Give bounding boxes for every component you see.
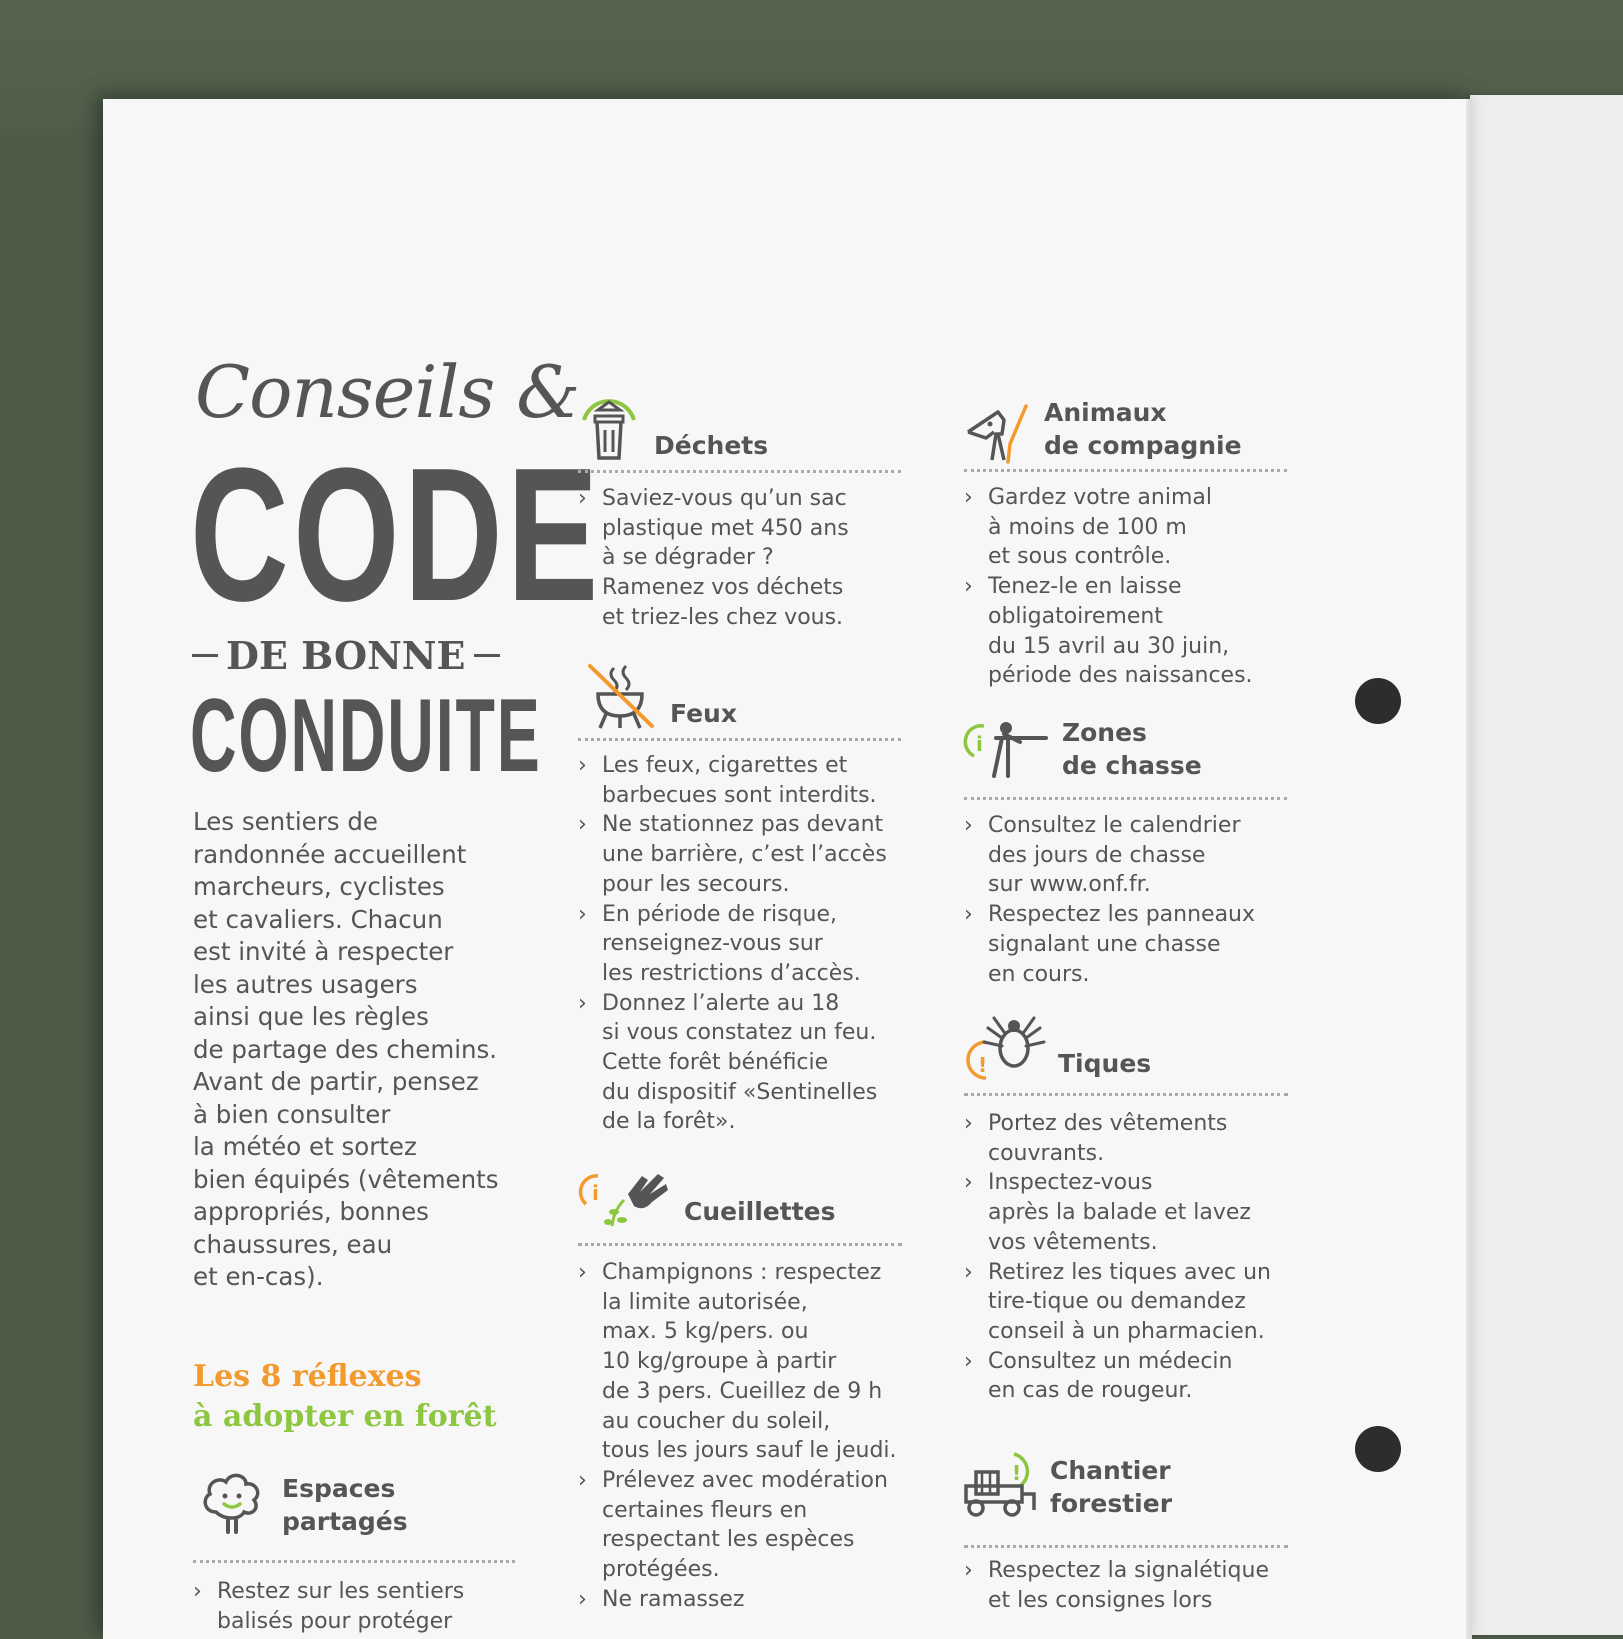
item-line: tous les jours sauf le jeudi. (602, 1438, 897, 1464)
section-chantier-list (964, 1556, 1304, 1615)
item-line: couvrants. (988, 1140, 1105, 1166)
item-line: › Prélevez avec modération (602, 1467, 888, 1493)
item-line: une barrière, c’est l’accès (602, 842, 887, 868)
intro-line: chaussures, eau (193, 1229, 393, 1259)
trash-bin-icon (578, 392, 640, 462)
section-espaces-list (193, 1577, 523, 1636)
intro-line: marcheurs, cyclistes (193, 872, 445, 901)
list-item (964, 1109, 1304, 1168)
section-animaux-title (1044, 396, 1242, 462)
item-line: certaines fleurs en (602, 1497, 808, 1523)
section-dechets-title (654, 429, 768, 462)
item-line: respectant les espèces (602, 1527, 855, 1553)
intro-line: bien équipés (vêtements (193, 1164, 499, 1194)
list-item (964, 1258, 1304, 1347)
item-line: protégées. (602, 1557, 720, 1583)
item-line: renseignez-vous sur (602, 931, 823, 957)
intro-line: appropriés, bonnes (193, 1197, 429, 1226)
section-divider (964, 797, 1287, 800)
tick-icon (964, 1012, 1044, 1080)
section-tiques-list (964, 1109, 1304, 1406)
item-line: à se dégrader ? (602, 545, 774, 571)
item-line: au coucher du soleil, (602, 1408, 831, 1434)
item-line: › Ne stationnez pas devant (602, 812, 884, 838)
item-line: 10 kg/groupe à partir (602, 1349, 837, 1375)
intro-line: la météo et sortez (193, 1132, 417, 1161)
title-dash-right (474, 654, 500, 657)
page-fold (1466, 99, 1472, 1639)
list-item (578, 484, 908, 633)
section-title-line: partagés (282, 1507, 408, 1536)
list-item (578, 751, 908, 810)
section-chantier-title (1050, 1454, 1172, 1520)
section-title-line: Tiques (1058, 1049, 1152, 1078)
section-tiques-title (1058, 1047, 1151, 1080)
intro-line: et en-cas). (193, 1262, 324, 1291)
list-item (964, 1347, 1304, 1406)
item-line: en cours. (988, 961, 1090, 987)
item-line: si vous constatez un feu. (602, 1020, 877, 1046)
section-divider (578, 470, 901, 473)
title-conduite: CONDUITE (190, 678, 542, 794)
list-item (964, 900, 1294, 989)
section-feux-title (670, 697, 737, 730)
intro-line: Avant de partir, pensez (193, 1067, 479, 1096)
intro-line: de partage des chemins. (193, 1034, 498, 1064)
item-line: › Donnez l’alerte au 18 (602, 990, 840, 1016)
section-espaces-title (282, 1472, 408, 1538)
item-line: vos vêtements. (988, 1229, 1158, 1255)
section-cueillettes-list (578, 1258, 918, 1614)
list-item (964, 572, 1294, 691)
item-line: après la balade et lavez (988, 1200, 1251, 1226)
list-item (578, 989, 908, 1138)
list-item (964, 1556, 1304, 1615)
item-line: la limite autorisée, (602, 1289, 808, 1315)
intro-line: ainsi que les règles (193, 1002, 429, 1031)
title-middle-text: DE BONNE (226, 633, 466, 678)
section-dechets-header (578, 392, 768, 462)
list-item (578, 1258, 918, 1466)
item-line: période des naissances. (988, 663, 1253, 689)
list-item (578, 810, 908, 899)
title-middle (192, 633, 502, 678)
item-line: du dispositif «Sentinelles (602, 1079, 878, 1105)
section-title-line: Cueillettes (684, 1197, 836, 1226)
section-cueillettes-header (578, 1170, 836, 1228)
section-feux-header (586, 664, 737, 730)
list-item (578, 900, 908, 989)
intro-line: les autres usagers (193, 969, 418, 999)
intro-line: et cavaliers. Chacun (193, 904, 443, 934)
item-line: › Champignons : respectez (602, 1260, 882, 1285)
section-title-line: forestier (1050, 1489, 1173, 1518)
section-chantier-header (964, 1450, 1172, 1520)
binder-hole (1355, 1426, 1401, 1472)
svg-text:i: i (976, 732, 983, 756)
section-cueillettes-title (684, 1195, 836, 1228)
item-line: max. 5 kg/pers. ou (602, 1319, 809, 1345)
intro-line: randonnée accueillent (193, 839, 467, 869)
item-line: › En période de risque, (602, 901, 837, 927)
item-line: balisés pour protéger (217, 1608, 453, 1634)
item-line: › Portez des vêtements (988, 1111, 1228, 1136)
list-item (964, 811, 1294, 900)
section-title-line: de compagnie (1044, 431, 1242, 460)
list-item (964, 483, 1294, 572)
section-dechets-list (578, 484, 908, 633)
item-line: tire-tique ou demandez (988, 1289, 1246, 1315)
svg-text:!: ! (1012, 1461, 1022, 1485)
list-item (578, 1585, 918, 1615)
item-line: du 15 avril au 30 juin, (988, 633, 1230, 659)
section-divider (964, 1093, 1288, 1096)
item-line: et sous contrôle. (988, 544, 1172, 570)
item-line: conseil à un pharmacien. (988, 1318, 1265, 1344)
svg-text:i: i (592, 1181, 599, 1205)
smiling-tree-icon (198, 1468, 268, 1538)
hunter-icon (964, 720, 1048, 782)
item-line: › Consultez le calendrier (988, 813, 1241, 838)
section-title-line: Animaux (1044, 398, 1167, 427)
list-item (193, 1577, 523, 1636)
title-code: CODE (190, 429, 603, 641)
item-line: pour les secours. (602, 871, 790, 897)
item-line: › Les feux, cigarettes et (602, 753, 848, 778)
item-line: Cette forêt bénéficie (602, 1050, 829, 1076)
item-line: obligatoirement (988, 603, 1163, 629)
item-line: › Respectez les panneaux (988, 902, 1256, 928)
picking-hand-icon (578, 1170, 670, 1228)
section-animaux-list (964, 483, 1294, 691)
svg-text:!: ! (978, 1053, 988, 1077)
section-espaces-header (198, 1468, 408, 1538)
item-line: › Gardez votre animal (988, 485, 1212, 510)
item-line: les restrictions d’accès. (602, 960, 861, 986)
list-item (964, 1168, 1304, 1257)
reflexes-line-2: à adopter en forêt (193, 1399, 497, 1434)
forestry-machine-icon (964, 1450, 1036, 1520)
item-line: › Consultez un médecin (988, 1348, 1233, 1374)
intro-line: à bien consulter (193, 1099, 391, 1129)
item-line: des jours de chasse (988, 842, 1206, 868)
item-line: › Retirez les tiques avec un (988, 1259, 1271, 1285)
item-line: › Respectez la signalétique (988, 1558, 1269, 1583)
binder-hole (1355, 678, 1401, 724)
item-line: › Restez sur les sentiers (217, 1579, 465, 1604)
section-title-line: Feux (670, 699, 737, 728)
title-dash-left (192, 654, 218, 657)
item-line: et les consignes lors (988, 1587, 1213, 1613)
next-page-edge (1470, 95, 1623, 1635)
section-animaux-header (964, 396, 1242, 462)
intro-paragraph (193, 806, 523, 1294)
title-script: Conseils & (195, 350, 580, 434)
section-title-line: Zones (1062, 718, 1147, 747)
item-line: signalant une chasse (988, 931, 1221, 957)
intro-line: Les sentiers de (193, 807, 378, 836)
section-tiques-header (964, 1012, 1151, 1080)
item-line: plastique met 450 ans (602, 515, 849, 541)
section-divider (964, 1545, 1288, 1548)
item-line: de 3 pers. Cueillez de 9 h (602, 1378, 883, 1404)
reflexes-line-1: Les 8 réflexes (193, 1359, 422, 1394)
item-line: › Saviez-vous qu’un sac (602, 486, 847, 511)
item-line: Ramenez vos déchets (602, 575, 844, 601)
section-title-line: de chasse (1062, 751, 1202, 780)
section-chasse-title (1062, 716, 1202, 782)
item-line: › Inspectez-vous (988, 1170, 1153, 1196)
item-line: sur www.onf.fr. (988, 872, 1151, 898)
item-line: barbecues sont interdits. (602, 782, 877, 808)
section-title-line: Espaces (282, 1474, 396, 1503)
item-line: › Ne ramassez (602, 1586, 745, 1612)
section-divider (578, 738, 901, 741)
item-line: et triez-les chez vous. (602, 604, 844, 630)
section-divider (964, 469, 1287, 472)
section-title-line: Déchets (654, 431, 769, 460)
no-barbecue-icon (586, 664, 656, 730)
section-divider (193, 1560, 515, 1563)
intro-line: est invité à respecter (193, 937, 454, 966)
list-item (578, 1466, 918, 1585)
section-chasse-list (964, 811, 1294, 989)
section-feux-list (578, 751, 908, 1137)
section-title-line: Chantier (1050, 1456, 1171, 1485)
item-line: de la forêt». (602, 1109, 736, 1135)
item-line: en cas de rougeur. (988, 1378, 1193, 1404)
item-line: › Tenez-le en laisse (988, 574, 1182, 600)
dog-icon (964, 404, 1030, 462)
section-divider (578, 1243, 902, 1246)
section-chasse-header (964, 716, 1202, 782)
item-line: à moins de 100 m (988, 514, 1187, 540)
reflexes-heading (193, 1357, 497, 1437)
